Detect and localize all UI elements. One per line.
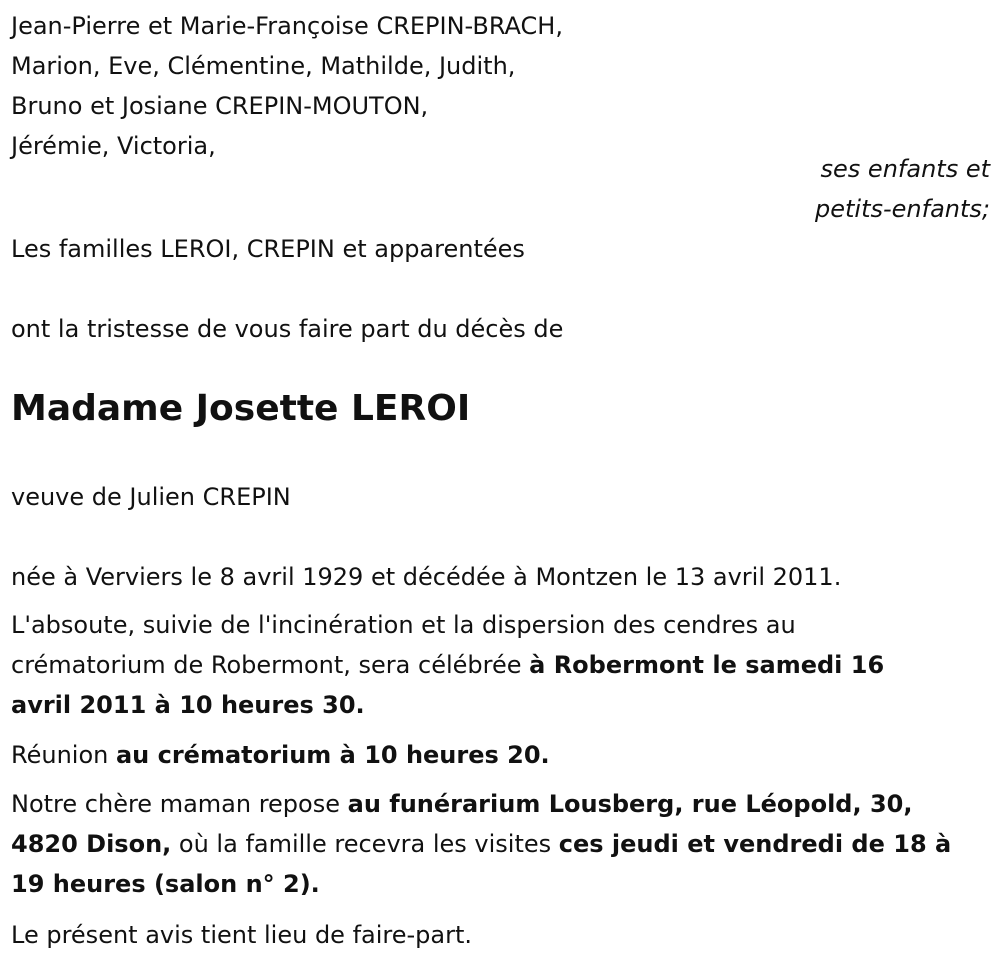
- ceremony-line-2: [11, 645, 884, 685]
- ceremony-date-place: à Robermont le samedi 16: [529, 651, 885, 679]
- other-families: Les familles LEROI, CREPIN et apparentées: [11, 235, 525, 263]
- ceremony-line-3: [11, 685, 365, 725]
- announcement: ont la tristesse de vous faire part du décès de: [11, 315, 564, 343]
- birth-death-dates: née à Verviers le 8 avril 1929 et décédée à Montzen le 13 avril 2011.: [11, 563, 842, 591]
- visitation-days: ces jeudi et vendredi de 18 à: [558, 830, 952, 858]
- family-line-4: Jérémie, Victoria,: [11, 132, 216, 160]
- relation-line-2: petits-enfants;: [815, 195, 990, 223]
- family-line-2: Marion, Eve, Clémentine, Mathilde, Judith,: [11, 52, 516, 80]
- visitation-text-1: Notre chère maman repose: [11, 790, 348, 818]
- widow-of: veuve de Julien CREPIN: [11, 483, 291, 511]
- ceremony-text: crématorium de Robermont, sera célébrée: [11, 651, 530, 679]
- family-line-3: Bruno et Josiane CREPIN-MOUTON,: [11, 92, 429, 120]
- ceremony-time: avril 2011 à 10 heures 30.: [11, 691, 365, 719]
- visitation-hours: 19 heures (salon n° 2).: [11, 870, 320, 898]
- deceased-name: Madame Josette LEROI: [11, 388, 471, 429]
- visitation-address-2: 4820 Dison,: [11, 830, 172, 858]
- family-line-1: Jean-Pierre et Marie-Françoise CREPIN-BRACH,: [11, 12, 563, 40]
- relation-line-1: ses enfants et: [820, 155, 990, 183]
- visitation-address-1: au funérarium Lousberg, rue Léopold, 30,: [347, 790, 913, 818]
- ceremony-line-1: L'absoute, suivie de l'incinération et la dispersion des cendres au: [11, 611, 796, 639]
- visitation-line-3: [11, 864, 320, 904]
- closing-note: Le présent avis tient lieu de faire-part.: [11, 921, 473, 949]
- visitation-line-1: [11, 784, 912, 824]
- visitation-line-2: [11, 824, 951, 864]
- meeting-place-time: au crématorium à 10 heures 20.: [115, 741, 550, 769]
- visitation-text-2: où la famille recevra les visites: [171, 830, 559, 858]
- meeting-line: [11, 735, 550, 775]
- meeting-text: Réunion: [11, 741, 116, 769]
